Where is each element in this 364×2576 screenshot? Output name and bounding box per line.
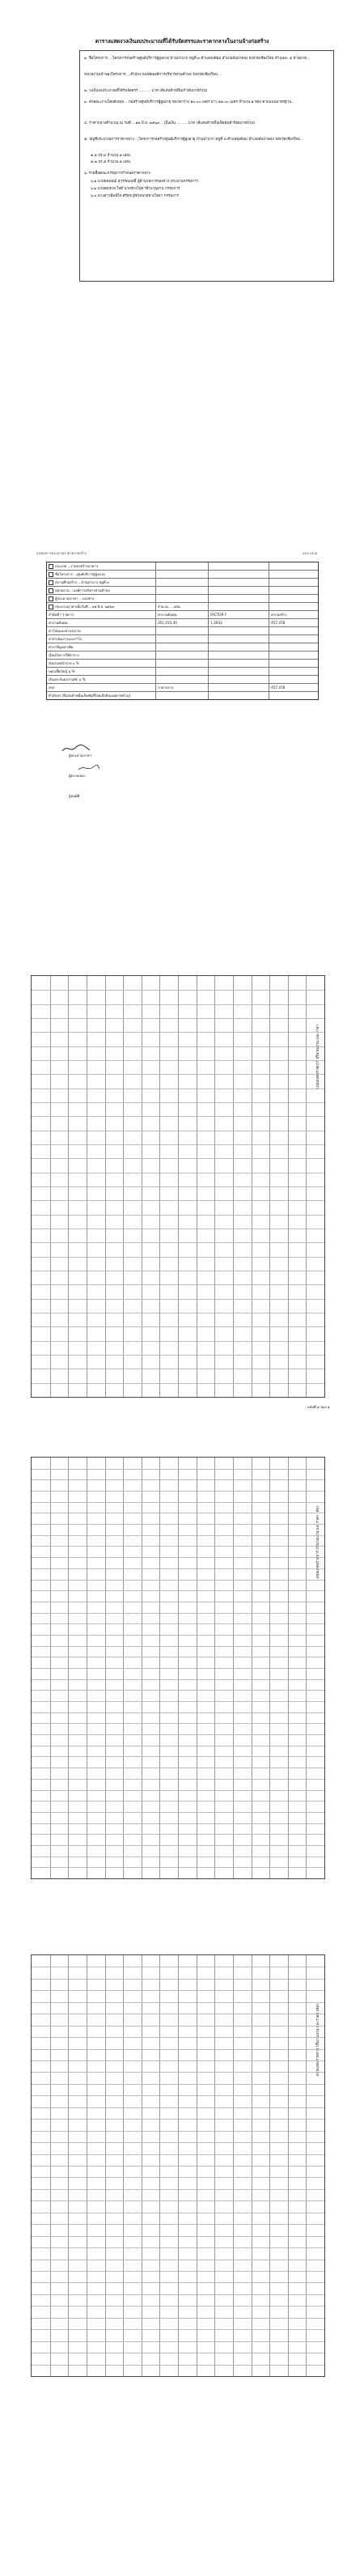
table-row-line: [32, 1074, 324, 1075]
table-row-line: [32, 1502, 324, 1503]
signature-estimator: ผู้ประมาณราคา: [69, 753, 92, 758]
table-cell: ลำดับที่ / รายการ: [47, 611, 156, 618]
table-cell: [209, 627, 269, 634]
signature-approver: ผู้อนุมัติ: [69, 794, 80, 798]
table-cell: [269, 562, 318, 570]
table-row-line: [32, 2131, 324, 2132]
info-box: [79, 50, 334, 282]
form-code: แบบ ปร.๕: [303, 551, 317, 555]
page-title: ตารางแสดงวงเงินงบประมาณที่ได้รับจัดสรรและราคากลางในงานจ้างก่อสร้าง: [95, 38, 269, 45]
table-row-line: [32, 2154, 324, 2155]
table-cell: [269, 587, 318, 594]
table-row-line: [32, 1712, 324, 1713]
table-cell: 457,478: [271, 621, 286, 625]
table-row-line: [32, 1046, 324, 1047]
table-cell: ค่าวัสดุและค่าแรงงาน: [47, 627, 156, 634]
page-1: [0, 0, 364, 486]
table-cell: [269, 627, 318, 634]
table-cell: [209, 651, 269, 659]
table-row-line: [32, 1568, 324, 1569]
table-title: แบบแสดงรายการ ปริมาณงาน และราคา: [316, 1025, 320, 1089]
table-cell: [209, 587, 269, 594]
table-row: [47, 676, 318, 684]
table-row-line: [32, 1186, 324, 1187]
table-cell: ชื่อโครงการ ...ศูนย์บริการผู้สูงอายุ: [47, 571, 156, 578]
table-row-line: [32, 1580, 324, 1581]
table-cell: [269, 579, 318, 586]
table-cell: ตัวอักษร (สี่แสนห้าหมื่นเจ็ดพันสี่ร้อยเจ็ดสิบแปดบาทถ้วน): [47, 692, 156, 699]
table-row-line: [32, 1845, 324, 1846]
table-row-line: [32, 1557, 324, 1558]
table-cell: [209, 643, 269, 651]
table-cell: [156, 692, 209, 699]
quantity-table: [31, 975, 325, 1398]
table-row-line: [32, 1524, 324, 1525]
table-row-line: [32, 2200, 324, 2201]
table-cell: [209, 668, 269, 675]
form-title: สรุปผลการประมาณราคาค่าก่อสร้าง: [36, 551, 87, 555]
summary-table: [46, 562, 319, 700]
table-row-line: [32, 1326, 324, 1327]
table-cell: [209, 692, 269, 699]
table-row-line: [32, 1679, 324, 1680]
checkbox-icon: [49, 596, 53, 601]
table-cell: [156, 651, 209, 659]
table-row: [47, 684, 318, 692]
table-title: แบบแสดงรายการ ปริมาณงาน และราคา (ต่อ): [316, 2004, 320, 2077]
table-cell: เงินประกันผลงานหัก ๐ %: [47, 676, 156, 683]
table-cell: ราคากลาง: [156, 684, 209, 691]
committee-member: ๖.๓ นางสาวพิมพ์ใจ ศรีสุข ผู้ช่วยนายช่างโยธา กรรมการ: [91, 194, 179, 198]
table-cell: [156, 579, 209, 586]
table-row-line: [32, 1779, 324, 1780]
table-row-line: [32, 2084, 324, 2085]
table-row-line: [32, 1299, 324, 1300]
table-row: [47, 603, 318, 611]
table-row-line: [32, 1635, 324, 1636]
table-row-line: [32, 1590, 324, 1591]
signature-checker: ผู้ตรวจสอบ: [69, 774, 85, 778]
quantity-table: [31, 1954, 325, 2377]
table-cell: [209, 579, 269, 586]
table-cell: [269, 595, 318, 602]
table-row: [47, 579, 318, 587]
summary-form: [36, 550, 317, 809]
checkbox-icon: [49, 588, 53, 593]
table-title: แบบแสดงรายการ ปริมาณงาน และราคา (ต่อ): [316, 1506, 320, 1579]
table-cell: [209, 635, 269, 643]
table-cell: [209, 660, 269, 667]
table-cell: ค่างานต้นทุน: [47, 619, 156, 626]
table-row-line: [32, 1613, 324, 1614]
table-cell: [156, 643, 209, 651]
table-row-line: [32, 1812, 324, 1813]
table-cell: [269, 643, 318, 651]
table-row-line: [32, 2247, 324, 2248]
table-row: [47, 692, 318, 699]
table-row-line: [32, 2189, 324, 2190]
table-cell: [209, 595, 269, 602]
table-cell: ผู้ประมาณราคา ...กองช่าง: [47, 595, 156, 602]
table-row-line: [32, 1341, 324, 1342]
table-row-line: [32, 2224, 324, 2225]
table-cell: ดอกเบี้ยเงินกู้ ๖ %: [47, 668, 156, 675]
table-row-line: [32, 2306, 324, 2307]
table-row-line: [32, 1623, 324, 1624]
table-row-line: [32, 2177, 324, 2178]
form-header: [36, 550, 317, 556]
item-committee: ๖. รายชื่อคณะกรรมการกำหนดราคากลาง: [84, 172, 150, 176]
table-cell: หน่วยงาน ...องค์การบริหารส่วนตำบล: [47, 587, 156, 594]
table-row-line: [32, 2072, 324, 2073]
table-cell: [269, 603, 318, 610]
table-row: [47, 571, 318, 579]
table-row-line: [32, 1200, 324, 1201]
table-row-line: [32, 990, 324, 991]
signature-scribble: [61, 743, 93, 754]
table-cell: [209, 684, 269, 691]
table-row: [47, 619, 318, 627]
page-number: แผ่นที่ ๑ ของ ๑: [307, 1405, 330, 1409]
table-row: [47, 660, 318, 668]
table-row-line: [32, 2329, 324, 2330]
table-row-line: [32, 1018, 324, 1019]
item-median-price: ๔. ราคากลางคำนวณ ณ วันที่ ...๑๒ มิ.ย. ๒๕๖๓... เป็นเงิน ......... บาท (สี่แสนห้าหมื่นเจ็ดพันห้าร้อยบาทถ้วน): [84, 121, 256, 125]
table-row-line: [32, 1383, 324, 1384]
table-cell: เงินล่วงหน้าจ่าย ๐ %: [47, 660, 156, 667]
table-cell: [269, 651, 318, 659]
table-cell: [269, 571, 318, 578]
table-row-line: [32, 1116, 324, 1117]
table-row: [47, 635, 318, 643]
table-row-line: [32, 1979, 324, 1980]
checkbox-icon: [49, 605, 53, 609]
table-cell: สรุป: [47, 684, 156, 691]
table-row-line: [32, 2365, 324, 2366]
table-row-line: [32, 1756, 324, 1757]
table-row-line: [32, 1355, 324, 1356]
table-row-line: [32, 2095, 324, 2096]
table-row-line: [32, 1102, 324, 1103]
table-cell: ประเภท ...งานก่อสร้างอาคาร: [47, 562, 156, 570]
table-row-line: [32, 1144, 324, 1145]
table-row-line: [32, 1469, 324, 1470]
table-row-line: [32, 1060, 324, 1061]
table-cell: [156, 676, 209, 683]
table-row-line: [32, 1801, 324, 1802]
checkbox-icon: [49, 572, 53, 577]
page-2: [0, 486, 364, 890]
item-pr4: ๕.๑ ปร.๔ จำนวน ๑ แผ่น: [91, 154, 130, 158]
table-cell: [269, 660, 318, 667]
table-row-line: [32, 1032, 324, 1033]
table-cell: [156, 660, 209, 667]
table-cell: 1.3033: [209, 619, 269, 626]
table-row-line: [32, 2282, 324, 2283]
item-budget: ๒. วงเงินงบประมาณที่ได้รับจัดสรร .......... บาท (สี่แสนห้าหมื่นเก้าพันบาทถ้วน): [84, 89, 208, 93]
table-cell: [209, 676, 269, 683]
table-row: [47, 651, 318, 660]
table-cell: ค่าดำเนินการและกำไร: [47, 635, 156, 643]
table-cell: สถานที่ก่อสร้าง ...บ้านป่าบาก หมู่ที่ ๓: [47, 579, 156, 586]
table-row-line: [32, 1690, 324, 1691]
table-row-line: [32, 1479, 324, 1480]
page-4: [0, 1449, 364, 1902]
table-cell: [209, 603, 269, 610]
table-row: [47, 595, 318, 603]
item-description: ๓. ลักษณะงานโดยสังเขป ...ก่อสร้างศูนย์บริการผู้สูงอายุ ขนาดกว้าง ๑๐.๐๐ เมตร ยาว ๑๒.๐๐ เมตร จำนวน ๑ หลัง ตามแบบมาตรฐาน...: [84, 100, 295, 104]
table-cell: [156, 627, 209, 634]
checkbox-icon: [49, 580, 53, 585]
table-row-line: [32, 2049, 324, 2050]
table-row: [47, 562, 318, 571]
table-row-line: [32, 2236, 324, 2237]
table-cell: [209, 562, 269, 570]
table-row-line: [32, 1242, 324, 1243]
table-row-line: [32, 2318, 324, 2319]
item-pr5: ๕.๒ ปร.๕ จำนวน ๑ แผ่น: [91, 160, 130, 164]
table-cell: เงื่อนไขการใช้ตาราง: [47, 651, 156, 659]
item-estimate: ๕. บัญชีประมาณการราคากลาง ...โครงการก่อสร้างศูนย์บริการผู้สูงอายุ บ้านป่าบาก หมู่ที่ ๓ ตำบลทุ่งต้อม อำเภอสันป่าตอง จังหวัดเชียงใหม่...: [84, 138, 304, 142]
table-cell: [156, 571, 209, 578]
table-row-line: [32, 2107, 324, 2108]
table-row-line: [32, 2271, 324, 2272]
table-row-line: [32, 1823, 324, 1824]
table-row-line: [32, 1257, 324, 1258]
table-cell: [156, 587, 209, 594]
table-cell: [269, 668, 318, 675]
table-cell: [269, 692, 318, 699]
table-cell: ประมาณราคาเมื่อวันที่ ...๑๒ มิ.ย. ๒๕๖๓: [47, 603, 156, 610]
table-cell: [156, 562, 209, 570]
table-cell: [156, 635, 209, 643]
page-3: [0, 967, 364, 1420]
table-cell: [156, 668, 209, 675]
table-cell: ค่าก่อสร้าง: [271, 613, 287, 617]
table-row-line: [32, 2002, 324, 2003]
table-cell: 351,015.40: [156, 619, 209, 626]
table-row-line: [32, 1004, 324, 1005]
table-row: [47, 668, 318, 676]
table-cell: 457,478: [271, 685, 286, 690]
table-cell: [156, 595, 209, 602]
table-cell: ค่าภาษีมูลค่าเพิ่ม: [47, 643, 156, 651]
table-row-line: [32, 1723, 324, 1724]
table-row-line: [32, 2142, 324, 2143]
table-cell: [209, 571, 269, 578]
table-row-line: [32, 1734, 324, 1735]
table-row-line: [32, 2341, 324, 2342]
table-row: [47, 643, 318, 651]
table-row: [47, 587, 318, 595]
table-cell: [269, 635, 318, 643]
page-5: [0, 1946, 364, 2400]
checkbox-icon: [49, 564, 53, 569]
table-cell: [269, 676, 318, 683]
table-row-line: [32, 1546, 324, 1547]
table-row-line: [32, 1867, 324, 1868]
table-row-line: [32, 1668, 324, 1669]
table-row-line: [32, 2037, 324, 2038]
table-cell: จำนวน ... แผ่น: [156, 603, 209, 610]
quantity-table: [31, 1457, 325, 1879]
table-row-line: [32, 1491, 324, 1492]
table-row-line: [32, 2060, 324, 2061]
table-row-line: [32, 1701, 324, 1702]
table-row-line: [32, 1790, 324, 1791]
table-row-line: [32, 1834, 324, 1835]
table-row-line: [32, 1535, 324, 1536]
signature-scribble: [77, 764, 101, 772]
committee-member: ๖.๑ นายธนพฤฒิ สุวรรณฤทธิ์ ผู้อำนวยการกองช่าง ประธานกรรมการ: [91, 180, 198, 184]
table-row-line: [32, 1158, 324, 1159]
table-cell: FACTOR F: [209, 611, 269, 618]
table-row: [47, 611, 318, 619]
table-cell: ค่างานต้นทุน: [156, 611, 209, 618]
item-project-name: ๑. ชื่อโครงการ ...โครงการก่อสร้างศูนย์บริการผู้สูงอายุ บ้านป่าบาก หมู่ที่ ๓ ตำบลทุ่งต้อม อำเภอสันป่าตอง จังหวัดเชียงใหม่ ตำบลละ ๕ ล้านบาท...: [84, 57, 311, 61]
table-row-line: [32, 2294, 324, 2295]
committee-member: ๖.๒ นายสมชาย ใจดี นายช่างโยธาชำนาญงาน กรรมการ: [91, 187, 180, 191]
table-row-line: [32, 1646, 324, 1647]
item-owner: หน่วยงานเจ้าของโครงการ ...สำนักงานปลัดองค์การบริหารส่วนตำบล จังหวัดเชียงใหม่...: [84, 73, 222, 77]
table-row-line: [32, 2119, 324, 2120]
table-row-line: [32, 1284, 324, 1285]
table-row-line: [32, 1215, 324, 1216]
table-row-line: [32, 1990, 324, 1991]
table-row: [47, 627, 318, 635]
